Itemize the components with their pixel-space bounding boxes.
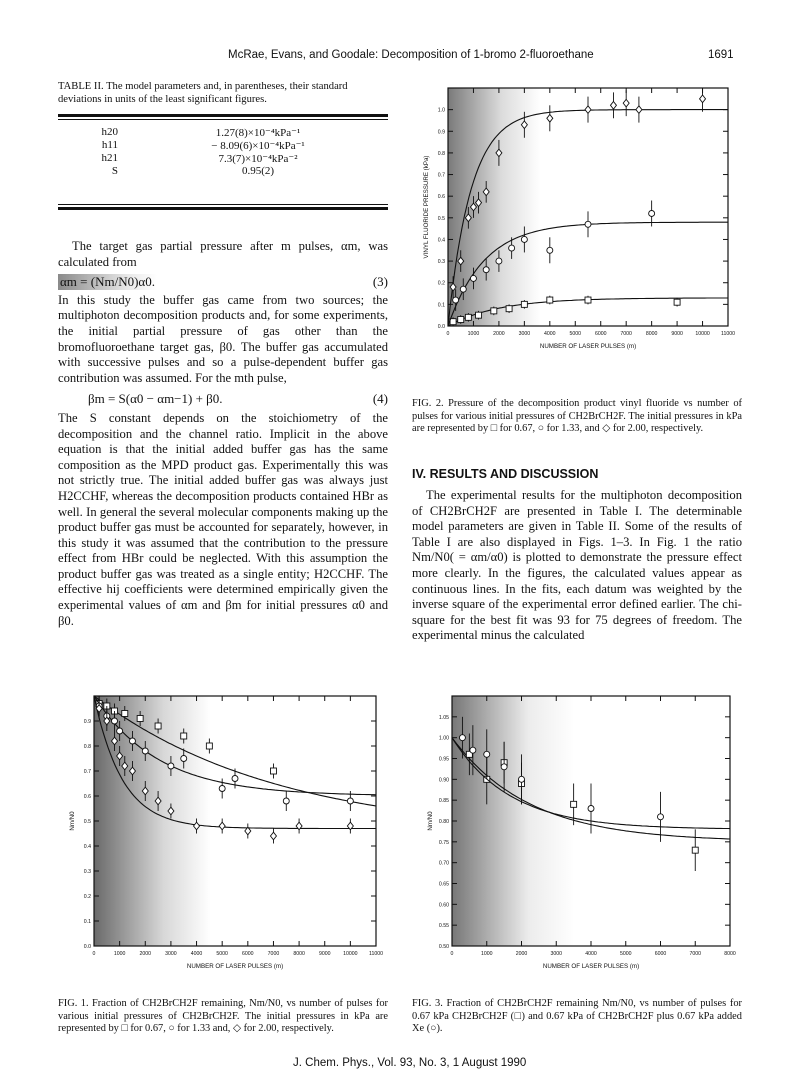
y-tick-label: 0.90 [438,777,449,784]
journal-footer: J. Chem. Phys., Vol. 93, No. 3, 1 August 1990 [293,1057,527,1069]
x-tick-label: 2000 [139,951,152,957]
x-tick-label: 2000 [493,331,505,337]
y-tick-label: 0.85 [438,798,449,805]
y-axis-label: Nm/N0 [427,811,434,831]
equation-4-body: βm = S(α0 − αm−1) + β0. [88,391,223,407]
data-point-square [458,317,464,323]
fig2-chart [408,80,740,368]
x-axis-label: NUMBER OF LASER PULSES (m) [539,343,637,350]
y-axis-label: VINYL FLUORIDE PRESSURE (kPa) [423,155,430,259]
x-tick-label: 11000 [720,331,736,337]
x-tick-label: 1000 [467,331,480,337]
table-bottom-rule [58,204,388,205]
equation-3-body: αm = (Nm/N0)α0. [60,274,155,290]
x-tick-label: 7000 [267,951,280,957]
x-tick-label: 2000 [515,951,528,957]
data-point-square [465,314,471,320]
y-tick-label: 0.9 [83,719,91,725]
y-tick-label: 0.3 [83,869,91,875]
data-point-circle [142,748,148,754]
table-top-rule [58,114,388,117]
x-tick-label: 4000 [585,951,597,957]
value-cell: 1.27(8)×10⁻⁴kPa⁻¹ [215,127,301,140]
data-point-circle [484,751,490,757]
y-tick-label: 1.0 [437,107,445,114]
data-point-square [547,297,553,303]
data-point-square [476,312,482,318]
x-tick-label: 6000 [242,951,254,957]
x-tick-label: 3000 [165,951,177,957]
x-tick-label: 9000 [318,951,331,957]
data-point-square [585,297,591,303]
y-tick-label: 0.80 [438,819,449,825]
param-cell: h20 [101,126,118,139]
y-tick-label: 0.0 [83,944,91,950]
x-tick-label: 0 [450,951,454,957]
data-point-circle [470,275,476,281]
value-cell: − 8.09(6)×10⁻⁴kPa⁻¹ [211,140,305,153]
data-point-circle [588,806,594,812]
data-point-circle [470,747,476,753]
table-row [58,152,388,165]
x-tick-label: 6000 [594,331,607,337]
data-point-square [521,301,527,307]
y-axis-label: Nm/N0 [69,811,76,831]
y-tick-label: 0.95 [438,756,449,763]
table-caption: TABLE II. The model parameters and, in parentheses, their standard deviations in units of the least significant figures. [58,81,348,105]
data-point-square [450,319,456,325]
data-point-square [692,847,698,853]
y-tick-label: 0.3 [437,259,445,266]
x-tick-label: 5000 [569,331,582,337]
equation-4 [58,391,388,407]
equation-4-number: (4) [372,391,388,407]
x-tick-label: 8000 [724,951,736,957]
data-point-square [674,299,680,305]
y-tick-label: 0.2 [437,280,445,287]
x-tick-label: 4000 [544,331,556,337]
section-title: IV. RESULTS AND DISCUSSION [412,467,599,481]
paragraph: In this study the buffer gas came from two sources; the multiphoton decomposition products and, for some experiments, the initial partial pressure of gas other than the bromofluoroethane target gas, β0. The buffer gas accumulated with successive pulses and so a pulse-dependent buffer gas contribution was assumed. For the mth pulse, [58,292,388,385]
plot-shading [452,696,605,946]
x-tick-label: 1000 [113,951,126,957]
paragraph: The S constant depends on the stoichiometry of the decomposition and the channel ratio. Implicit in the above equation is that the initial added buffer gas has the same composition as the MPD product gas. Experimentally this was not strictly true. The initial added buffer gas was always just H2CCHF, whereas the decomposition products contained HBr as well. In general the several molecular components making up the product buffer gas must be accounted for separately, however, in this study it was assumed that the contribution to the pressure effect from HBr could be neglected. With this assumption the product buffer gas was treated as a single entity; H2CCHF. The effective hij coefficients were determined empirically given the experimental values of αm and βm for initial pressures α0 and β0. [58,410,388,628]
data-point-circle [483,267,489,273]
data-point-circle [521,236,527,242]
x-tick-label: 11000 [368,951,384,957]
data-point-circle [649,210,655,216]
data-point-circle [460,286,466,292]
y-tick-label: 0.8 [83,744,91,750]
data-point-circle [496,258,502,264]
y-tick-label: 0.55 [438,923,449,930]
data-point-circle [453,297,459,303]
x-tick-label: 3000 [550,951,563,957]
x-tick-label: 9000 [671,331,683,337]
x-tick-label: 7000 [689,951,702,957]
y-tick-label: 0.1 [83,919,91,925]
y-tick-label: 0.70 [438,860,449,867]
data-point-circle [181,756,187,762]
x-tick-label: 3000 [518,331,531,337]
table-bottom-rule-thick [58,207,388,210]
y-tick-label: 1.05 [438,714,449,721]
data-point-circle [117,728,123,734]
fig3-caption: FIG. 3. Fraction of CH2BrCH2F remaining Nm/N0, vs number of pulses for 0.67 kPa CH2BrCH2F (□) and 0.67 kPa of CH2BrCH2F plus 0.67 kPa added Xe (○). [412,998,742,1035]
x-tick-label: 6000 [654,951,667,957]
x-tick-label: 8000 [293,951,305,957]
x-tick-label: 8000 [645,331,658,337]
x-tick-label: 4000 [190,951,203,957]
y-tick-label: 0.65 [438,881,449,888]
data-point-circle [219,786,225,792]
data-point-circle [459,735,465,741]
param-cell: h11 [101,139,118,152]
y-tick-label: 0.1 [437,302,445,309]
table-row [58,139,388,152]
data-point-diamond [270,832,276,840]
fig3-chart [412,688,742,978]
y-tick-label: 0.9 [437,129,445,136]
equation-3-number: (3) [372,274,388,290]
data-point-circle [232,776,238,782]
table-ii [58,80,388,210]
paragraph: The experimental results for the multiphoton decomposition of CH2BrCH2F are presented in Table I. The determinable model parameters are given in Table II. Some of the results of Table I are also displayed in Figs. 1–3. In Fig. 1 the ratio Nm/N0( = αm/α0) is plotted to demonstrate the pressure effect more clearly. In the figures, the calculated values appear as continuous lines. In the fits, each datum was weighted by the inverse square of the experimental error defined earlier. The chi-square for the best fit was 93 for 75 degrees of freedom. The experimental minus the calculated [412,488,742,643]
data-point-circle [283,798,289,804]
y-tick-label: 0.6 [83,794,91,800]
table-row [58,165,388,178]
data-point-square [137,716,143,722]
left-column-text [58,239,388,629]
y-tick-label: 0.5 [437,215,445,222]
y-tick-label: 0.4 [83,844,91,850]
y-tick-label: 0.8 [437,150,445,157]
value-cell: 0.95(2) [241,165,275,178]
table-body [58,126,388,178]
table-top-rule-thin [58,119,388,120]
param-cell: S [111,165,118,178]
data-point-square [491,308,497,314]
data-point-circle [519,776,525,782]
y-tick-label: 0.4 [437,237,445,244]
data-point-circle [112,718,118,724]
value-cell: 7.3(7)×10⁻⁴kPa⁻² [218,153,298,166]
x-tick-label: 0 [446,331,450,337]
x-tick-label: 5000 [619,951,632,957]
equation-3 [58,274,388,290]
y-tick-label: 0.6 [437,194,445,201]
param-cell: h21 [101,152,118,165]
data-point-square [206,743,212,749]
y-tick-label: 0.75 [438,839,449,846]
x-axis-label: NUMBER OF LASER PULSES (m) [186,963,284,970]
y-tick-label: 0.60 [438,902,449,909]
y-tick-label: 0.0 [437,324,445,330]
y-tick-label: 0.5 [83,819,91,825]
fig1-caption: FIG. 1. Fraction of CH2BrCH2F remaining, Nm/N0, vs number of pulses for various initial pressures of CH2BrCH2F. The initial pressures in kPa are represented by □ for 0.67, ○ for 1.33 and, ◇ for 2.00, respectively. [58,998,388,1035]
data-point-circle [129,738,135,744]
x-axis-label: NUMBER OF LASER PULSES (m) [542,963,640,970]
data-point-square [181,733,187,739]
data-point-square [122,711,128,717]
table-row [58,126,388,139]
x-tick-label: 0 [92,951,96,957]
right-column-text [412,488,742,644]
data-point-diamond [623,99,629,107]
y-tick-label: 0.7 [437,172,445,179]
data-point-diamond [636,106,642,114]
running-title: McRae, Evans, and Goodale: Decomposition of 1-bromo 2-fluoroethane [228,49,594,61]
fig1-chart [56,688,388,978]
data-point-square [155,723,161,729]
data-point-square [270,768,276,774]
data-point-circle [509,245,515,251]
y-tick-label: 1.00 [438,735,449,742]
data-point-circle [501,764,507,770]
x-tick-label: 10000 [343,951,358,957]
data-point-circle [168,763,174,769]
y-tick-label: 0.7 [83,769,91,775]
data-point-circle [547,247,553,253]
data-point-circle [585,221,591,227]
x-tick-label: 10000 [695,331,710,337]
data-point-square [506,306,512,312]
x-tick-label: 5000 [216,951,228,957]
page-number: 1691 [708,49,734,61]
x-tick-label: 1000 [480,951,493,957]
data-point-circle [658,814,664,820]
data-point-diamond [610,102,616,110]
data-point-diamond [700,95,706,103]
fig2-caption: FIG. 2. Pressure of the decomposition product vinyl fluoride vs number of pulses for various initial pressures of CH2BrCH2F. The initial pressures in kPa are represented by □ for 0.67, ○ for 1.33, and ◇ for 2.00, respectively. [412,398,742,435]
data-point-circle [347,798,353,804]
data-point-square [571,801,577,807]
paragraph: The target gas partial pressure after m pulses, αm, was calculated from [58,239,388,269]
x-tick-label: 7000 [620,331,632,337]
y-tick-label: 0.2 [83,894,91,900]
y-tick-label: 0.50 [438,944,449,950]
